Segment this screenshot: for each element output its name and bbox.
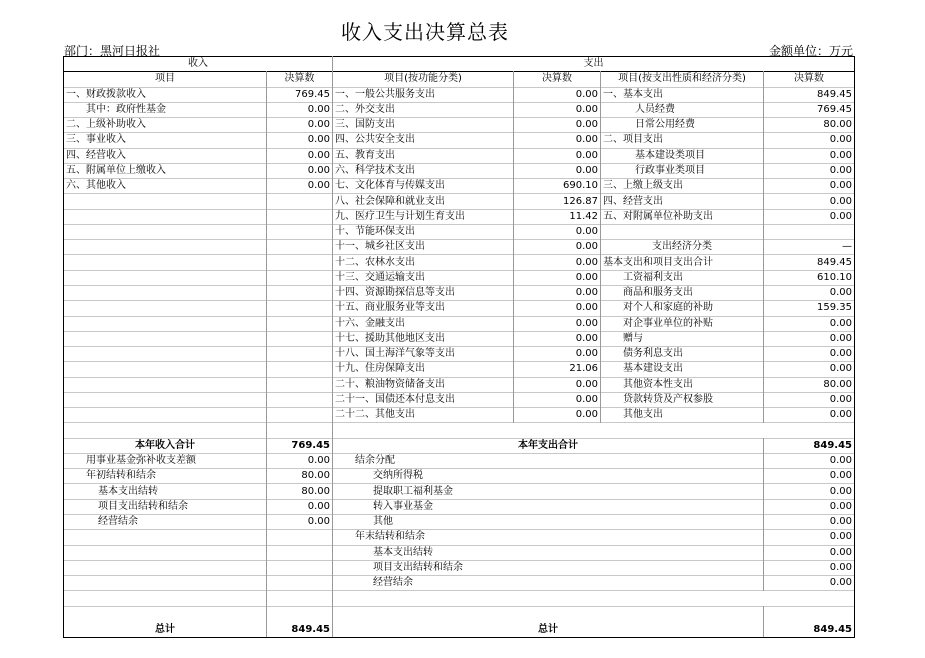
- department-label: 部门：黑河日报社: [64, 44, 161, 58]
- economic-amount-cell: 0.00: [764, 316, 855, 331]
- economic-item-cell: 其他支出: [601, 408, 764, 423]
- spacer-row: [64, 423, 855, 438]
- table-row: [64, 316, 855, 331]
- income-amount-cell: [267, 408, 333, 423]
- allocation-item-cell: 交纳所得税: [333, 469, 764, 484]
- balance-amount-cell: 0.00: [267, 499, 333, 514]
- function-item-cell: 十二、农林水支出: [333, 255, 514, 270]
- economic-amount-cell: [764, 224, 855, 239]
- economic-item-cell: 工资福利支出: [601, 270, 764, 285]
- balance-row: [64, 499, 855, 514]
- unit-label: 金额单位：万元: [768, 44, 853, 58]
- income-amount-cell: [267, 316, 333, 331]
- allocation-item-cell: 转入事业基金: [333, 499, 764, 514]
- spacer-cell: [267, 591, 333, 606]
- economic-item-cell: 日常公用经费: [601, 118, 764, 133]
- spacer-cell: [267, 423, 333, 438]
- income-item-cell: [64, 194, 267, 209]
- economic-item-cell: 贷款转贷及产权参股: [601, 392, 764, 407]
- spacer-cell: [64, 423, 267, 438]
- function-amount-cell: 0.00: [514, 347, 601, 362]
- economic-amount-cell: —: [764, 240, 855, 255]
- income-item-cell: [64, 331, 267, 346]
- function-item-cell: 十六、金融支出: [333, 316, 514, 331]
- economic-amount-cell: 159.35: [764, 301, 855, 316]
- function-item-cell: 二、外交支出: [333, 102, 514, 117]
- budget-table: [63, 56, 855, 638]
- economic-amount-cell: 610.10: [764, 270, 855, 285]
- balance-item-cell: [64, 530, 267, 545]
- income-item-cell: [64, 285, 267, 300]
- function-amount-cell: 0.00: [514, 285, 601, 300]
- grand-total-expense-value: 849.45: [764, 606, 855, 637]
- function-amount-cell: 0.00: [514, 255, 601, 270]
- function-item-cell: 九、医疗卫生与计划生育支出: [333, 209, 514, 224]
- income-amount-cell: 0.00: [267, 118, 333, 133]
- allocation-amount-cell: 0.00: [764, 453, 855, 468]
- table-row: [64, 240, 855, 255]
- income-amount-cell: 0.00: [267, 102, 333, 117]
- balance-amount-cell: 0.00: [267, 514, 333, 529]
- allocation-item-cell: 经营结余: [333, 576, 764, 591]
- function-amount-cell: 126.87: [514, 194, 601, 209]
- economic-amount-cell: 769.45: [764, 102, 855, 117]
- col-header-econ: 项目(按支出性质和经济分类): [601, 72, 764, 87]
- function-amount-cell: 0.00: [514, 392, 601, 407]
- economic-amount-cell: 849.45: [764, 87, 855, 102]
- function-item-cell: 二十、粮油物资储备支出: [333, 377, 514, 392]
- economic-amount-cell: 80.00: [764, 118, 855, 133]
- function-amount-cell: 0.00: [514, 133, 601, 148]
- economic-item-cell: [601, 224, 764, 239]
- allocation-item-cell: 其他: [333, 514, 764, 529]
- income-item-cell: 五、附属单位上缴收入: [64, 163, 267, 178]
- balance-row: [64, 484, 855, 499]
- table-row: [64, 224, 855, 239]
- function-item-cell: 十七、援助其他地区支出: [333, 331, 514, 346]
- balance-row: [64, 514, 855, 529]
- function-item-cell: 四、公共安全支出: [333, 133, 514, 148]
- economic-item-cell: 赠与: [601, 331, 764, 346]
- spacer-cell: [333, 591, 855, 606]
- economic-amount-cell: 0.00: [764, 133, 855, 148]
- function-amount-cell: 0.00: [514, 301, 601, 316]
- function-amount-cell: 0.00: [514, 377, 601, 392]
- income-item-cell: [64, 362, 267, 377]
- economic-item-cell: 五、对附属单位补助支出: [601, 209, 764, 224]
- table-row: [64, 392, 855, 407]
- income-item-cell: 其中：政府性基金: [64, 102, 267, 117]
- function-amount-cell: 0.00: [514, 163, 601, 178]
- balance-item-cell: [64, 545, 267, 560]
- balance-item-cell: [64, 560, 267, 575]
- spacer-cell: [64, 591, 267, 606]
- balance-item-cell: 基本支出结转: [64, 484, 267, 499]
- allocation-amount-cell: 0.00: [764, 499, 855, 514]
- income-item-cell: [64, 301, 267, 316]
- income-item-cell: 一、财政拨款收入: [64, 87, 267, 102]
- grand-total-income-value: 849.45: [267, 606, 333, 637]
- table-row: [64, 179, 855, 194]
- expense-total-value: 849.45: [764, 438, 855, 453]
- function-item-cell: 十九、住房保障支出: [333, 362, 514, 377]
- economic-amount-cell: 0.00: [764, 179, 855, 194]
- table-row: [64, 209, 855, 224]
- economic-amount-cell: 849.45: [764, 255, 855, 270]
- function-item-cell: 六、科学技术支出: [333, 163, 514, 178]
- function-amount-cell: 0.00: [514, 224, 601, 239]
- economic-item-cell: 其他资本性支出: [601, 377, 764, 392]
- balance-item-cell: 年初结转和结余: [64, 469, 267, 484]
- spacer-cell: [333, 423, 855, 438]
- table-row: [64, 285, 855, 300]
- function-item-cell: 十、节能环保支出: [333, 224, 514, 239]
- allocation-amount-cell: 0.00: [764, 530, 855, 545]
- function-item-cell: 二十一、国债还本付息支出: [333, 392, 514, 407]
- column-header-row: [64, 72, 855, 87]
- spacer-row: [64, 591, 855, 606]
- function-item-cell: 十四、资源勘探信息等支出: [333, 285, 514, 300]
- allocation-amount-cell: 0.00: [764, 560, 855, 575]
- page-title: 收入支出决算总表: [341, 20, 509, 44]
- balance-row: [64, 530, 855, 545]
- balance-row: [64, 469, 855, 484]
- table-row: [64, 331, 855, 346]
- allocation-item-cell: 提取职工福利基金: [333, 484, 764, 499]
- income-amount-cell: [267, 240, 333, 255]
- balance-item-cell: 用事业基金弥补收支差额: [64, 453, 267, 468]
- income-amount-cell: 769.45: [267, 87, 333, 102]
- income-total-value: 769.45: [267, 438, 333, 453]
- economic-item-cell: 一、基本支出: [601, 87, 764, 102]
- balance-amount-cell: [267, 560, 333, 575]
- function-amount-cell: 690.10: [514, 179, 601, 194]
- table-row: [64, 377, 855, 392]
- allocation-amount-cell: 0.00: [764, 514, 855, 529]
- function-amount-cell: 0.00: [514, 102, 601, 117]
- income-item-cell: [64, 392, 267, 407]
- economic-item-cell: 基本建设类项目: [601, 148, 764, 163]
- economic-amount-cell: 0.00: [764, 209, 855, 224]
- economic-item-cell: 行政事业类项目: [601, 163, 764, 178]
- economic-item-cell: 二、项目支出: [601, 133, 764, 148]
- function-item-cell: 七、文化体育与传媒支出: [333, 179, 514, 194]
- income-amount-cell: 0.00: [267, 133, 333, 148]
- income-amount-cell: [267, 362, 333, 377]
- function-amount-cell: 21.06: [514, 362, 601, 377]
- grand-total-expense-label: 总计: [333, 606, 764, 637]
- function-amount-cell: 0.00: [514, 87, 601, 102]
- income-amount-cell: [267, 301, 333, 316]
- table-row: [64, 102, 855, 117]
- col-header-item: 项目: [64, 72, 267, 87]
- economic-item-cell: 支出经济分类: [601, 240, 764, 255]
- balance-amount-cell: [267, 545, 333, 560]
- income-amount-cell: 0.00: [267, 148, 333, 163]
- income-section-header: 收入: [64, 57, 333, 72]
- table-row: [64, 362, 855, 377]
- table-row: [64, 133, 855, 148]
- income-item-cell: [64, 209, 267, 224]
- function-amount-cell: 0.00: [514, 331, 601, 346]
- function-item-cell: 十八、国土海洋气象等支出: [333, 347, 514, 362]
- economic-amount-cell: 0.00: [764, 347, 855, 362]
- function-amount-cell: 0.00: [514, 270, 601, 285]
- table-row: [64, 194, 855, 209]
- allocation-amount-cell: 0.00: [764, 545, 855, 560]
- income-item-cell: 三、事业收入: [64, 133, 267, 148]
- col-header-amount: 决算数: [267, 72, 333, 87]
- allocation-amount-cell: 0.00: [764, 469, 855, 484]
- economic-amount-cell: 0.00: [764, 408, 855, 423]
- economic-amount-cell: 0.00: [764, 148, 855, 163]
- allocation-item-cell: 年末结转和结余: [333, 530, 764, 545]
- function-item-cell: 五、教育支出: [333, 148, 514, 163]
- economic-item-cell: 三、上缴上级支出: [601, 179, 764, 194]
- balance-row: [64, 560, 855, 575]
- economic-amount-cell: 0.00: [764, 194, 855, 209]
- allocation-amount-cell: 0.00: [764, 576, 855, 591]
- income-item-cell: [64, 377, 267, 392]
- income-amount-cell: 0.00: [267, 179, 333, 194]
- income-item-cell: [64, 255, 267, 270]
- allocation-item-cell: 项目支出结转和结余: [333, 560, 764, 575]
- function-item-cell: 八、社会保障和就业支出: [333, 194, 514, 209]
- income-item-cell: [64, 240, 267, 255]
- economic-item-cell: 基本建设支出: [601, 362, 764, 377]
- income-amount-cell: 0.00: [267, 163, 333, 178]
- income-amount-cell: [267, 347, 333, 362]
- income-item-cell: [64, 408, 267, 423]
- table-row: [64, 118, 855, 133]
- income-item-cell: [64, 347, 267, 362]
- function-item-cell: 十五、商业服务业等支出: [333, 301, 514, 316]
- income-amount-cell: [267, 270, 333, 285]
- income-amount-cell: [267, 255, 333, 270]
- table-row: [64, 87, 855, 102]
- table-row: [64, 255, 855, 270]
- economic-amount-cell: 0.00: [764, 331, 855, 346]
- economic-amount-cell: 0.00: [764, 163, 855, 178]
- grand-total-row: [64, 606, 855, 637]
- expense-section-header: 支出: [333, 57, 855, 72]
- balance-row: [64, 576, 855, 591]
- balance-item-cell: [64, 576, 267, 591]
- allocation-amount-cell: 0.00: [764, 484, 855, 499]
- economic-item-cell: 对企事业单位的补贴: [601, 316, 764, 331]
- economic-amount-cell: 0.00: [764, 392, 855, 407]
- function-amount-cell: 0.00: [514, 118, 601, 133]
- income-total-label: 本年收入合计: [64, 438, 267, 453]
- balance-amount-cell: 80.00: [267, 484, 333, 499]
- table-row: [64, 408, 855, 423]
- income-amount-cell: [267, 331, 333, 346]
- function-item-cell: 十三、交通运输支出: [333, 270, 514, 285]
- function-amount-cell: 0.00: [514, 408, 601, 423]
- allocation-item-cell: 结余分配: [333, 453, 764, 468]
- economic-item-cell: 商品和服务支出: [601, 285, 764, 300]
- balance-row: [64, 545, 855, 560]
- economic-amount-cell: 0.00: [764, 285, 855, 300]
- balance-amount-cell: 80.00: [267, 469, 333, 484]
- economic-amount-cell: 0.00: [764, 362, 855, 377]
- economic-item-cell: 债务利息支出: [601, 347, 764, 362]
- col-header-func: 项目(按功能分类): [333, 72, 514, 87]
- function-amount-cell: 11.42: [514, 209, 601, 224]
- function-amount-cell: 0.00: [514, 240, 601, 255]
- col-header-amount3: 决算数: [764, 72, 855, 87]
- balance-amount-cell: [267, 530, 333, 545]
- table-row: [64, 301, 855, 316]
- income-item-cell: 四、经营收入: [64, 148, 267, 163]
- function-item-cell: 二十二、其他支出: [333, 408, 514, 423]
- balance-amount-cell: [267, 576, 333, 591]
- balance-item-cell: 经营结余: [64, 514, 267, 529]
- income-amount-cell: [267, 377, 333, 392]
- balance-amount-cell: 0.00: [267, 453, 333, 468]
- table-row: [64, 270, 855, 285]
- table-body: [64, 57, 855, 638]
- grand-total-income-label: 总计: [64, 606, 267, 637]
- function-item-cell: 十一、城乡社区支出: [333, 240, 514, 255]
- function-item-cell: 三、国防支出: [333, 118, 514, 133]
- economic-amount-cell: 80.00: [764, 377, 855, 392]
- income-item-cell: 六、其他收入: [64, 179, 267, 194]
- balance-row: [64, 453, 855, 468]
- section-header-row: [64, 57, 855, 72]
- balance-item-cell: 项目支出结转和结余: [64, 499, 267, 514]
- income-amount-cell: [267, 209, 333, 224]
- income-item-cell: [64, 270, 267, 285]
- economic-item-cell: 四、经营支出: [601, 194, 764, 209]
- income-amount-cell: [267, 194, 333, 209]
- economic-item-cell: 对个人和家庭的补助: [601, 301, 764, 316]
- income-item-cell: [64, 316, 267, 331]
- income-amount-cell: [267, 285, 333, 300]
- summary-row: [64, 438, 855, 453]
- income-amount-cell: [267, 392, 333, 407]
- economic-item-cell: 人员经费: [601, 102, 764, 117]
- allocation-item-cell: 基本支出结转: [333, 545, 764, 560]
- function-amount-cell: 0.00: [514, 316, 601, 331]
- function-item-cell: 一、一般公共服务支出: [333, 87, 514, 102]
- income-amount-cell: [267, 224, 333, 239]
- function-amount-cell: 0.00: [514, 148, 601, 163]
- table-row: [64, 148, 855, 163]
- table-row: [64, 347, 855, 362]
- economic-item-cell: 基本支出和项目支出合计: [601, 255, 764, 270]
- income-item-cell: [64, 224, 267, 239]
- income-item-cell: 二、上级补助收入: [64, 118, 267, 133]
- expense-total-label: 本年支出合计: [333, 438, 764, 453]
- col-header-amount2: 决算数: [514, 72, 601, 87]
- table-row: [64, 163, 855, 178]
